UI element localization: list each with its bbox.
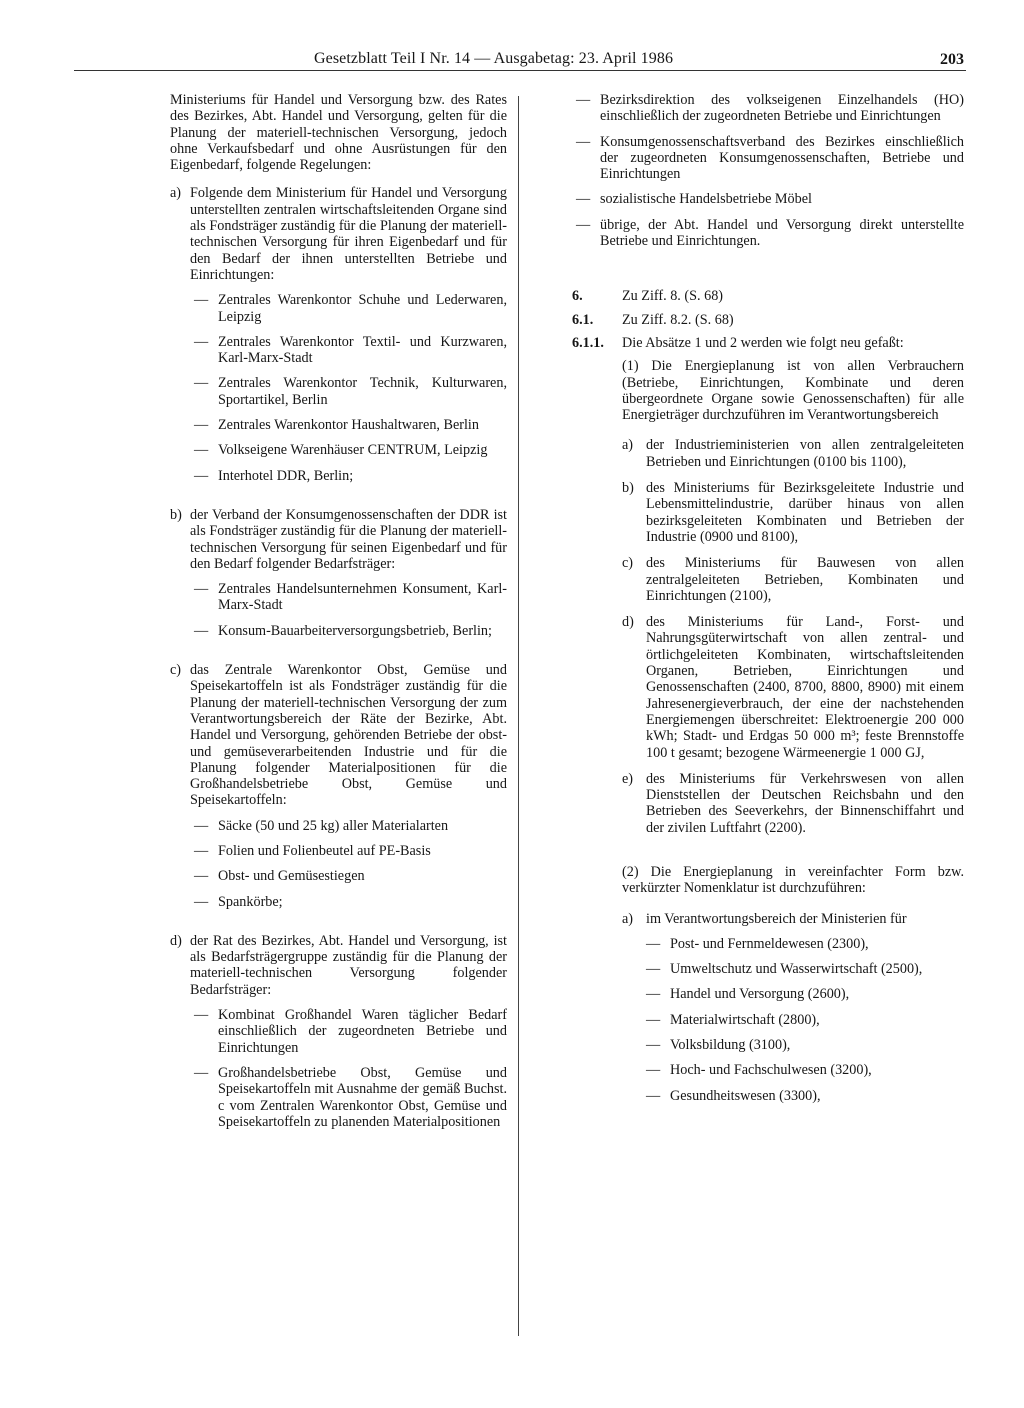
dash-glyph: —	[646, 961, 661, 978]
dash-glyph: —	[194, 333, 209, 350]
item-label: e)	[622, 770, 634, 787]
dash-glyph: —	[194, 292, 209, 309]
dash-glyph: —	[194, 417, 209, 434]
list-item	[190, 868, 507, 884]
item-a-text: Folgende dem Ministerium für Handel und Versorgung unterstellten zentralen wirtschaftsleitenden Organe sind als Fondsträger zuständig für die Planung der materiell-technischen Versorgung für ihren Eigenbedarf und für den Bedarf der ihnen unterstellten Betriebe und Einrichtungen:	[190, 185, 507, 283]
list-item-text: Zentrales Warenkontor Technik, Kulturwaren, Sportartikel, Berlin	[218, 375, 507, 408]
list-item	[190, 417, 507, 433]
dash-glyph: —	[576, 191, 591, 208]
list-item-text: Zentrales Warenkontor Schuhe und Lederwaren, Leipzig	[218, 292, 507, 325]
paragraph-1: (1) Die Energieplanung ist von allen Verbrauchern (Betriebe, Einrichtungen, Kombinate und deren übergeordnete Organe sowie Genossenschaften) für alle Energieträger durchzuführen im Verantwortungsbereich	[622, 358, 964, 424]
item-label: c)	[622, 555, 634, 572]
list-item	[190, 292, 507, 325]
header-rule	[74, 70, 966, 71]
list-item-text: Umweltschutz und Wasserwirtschaft (2500),	[670, 961, 923, 978]
energy-item	[622, 480, 964, 545]
item-a-label: a)	[170, 185, 182, 202]
dash-glyph: —	[194, 893, 209, 910]
list-item	[190, 468, 507, 484]
list-item	[642, 1037, 964, 1053]
list-item-text: Konsumgenossenschaftsverband des Bezirkes einschließlich der zugeordneten Konsumgenossenschaften, Betriebe und Einrichtungen	[600, 133, 964, 183]
list-item	[190, 442, 507, 458]
dash-glyph: —	[576, 133, 591, 150]
list-item	[190, 843, 507, 859]
item-text: des Ministeriums für Land-, Forst- und Nahrungsgüterwirtschaft von allen zentral- und örtlichgeleiteten Kombinaten, wirtschaftsleitenden Organen, Betrieben, Einrichtungen und Genossenschaften (2400, 8700, 8800, 8900) mit einem Jahresenergieverbrauch, der eine der nachstehenden Energiemengen überschreitet: Elektroenergie 200 000 kWh; Stadt- und Erdgas 50 000 m³; feste Brennstoffe 100 t gesamt; bezogene Wärmeenergie 1 000 GJ,	[646, 614, 964, 761]
dash-glyph: —	[194, 1007, 209, 1024]
paragraph-2-item-a	[622, 911, 964, 927]
dash-glyph: —	[194, 1064, 209, 1081]
item-text: im Verantwortungsbereich der Ministerien für	[646, 910, 907, 927]
dash-glyph: —	[646, 1011, 661, 1028]
list-item	[642, 1062, 964, 1078]
left-column	[170, 92, 507, 1139]
item-text: des Ministeriums für Bauwesen von allen zentralgeleiteten Betrieben, Kombinaten und Einrichtungen (2100),	[646, 555, 964, 604]
item-label: a)	[622, 437, 634, 454]
paragraph-1-items	[622, 437, 964, 836]
section-title: Zu Ziff. 8. (S. 68)	[622, 288, 724, 305]
intro-paragraph: Ministeriums für Handel und Versorgung bzw. des Rates des Bezirkes, Abt. Handel und Versorgung, gelten für die Planung der materiell-technischen Versorgung, jedoch ohne Verkaufsbedarf und ohne Ausrüstungen für den Eigenbedarf, folgende Regelungen:	[170, 92, 507, 174]
list-item-text: sozialistische Handelsbetriebe Möbel	[600, 191, 812, 208]
item-d-text: der Rat des Bezirkes, Abt. Handel und Versorgung, ist als Bedarfsträgergruppe zuständig für die Planung der materiell-technischen Versorgung folgender Bedarfsträger:	[190, 932, 507, 998]
list-item	[190, 581, 507, 614]
dash-glyph: —	[194, 842, 209, 859]
item-b-label: b)	[170, 506, 182, 523]
list-item-text: Zentrales Warenkontor Textil- und Kurzwaren, Karl-Marx-Stadt	[218, 333, 507, 367]
list-item-text: Hoch- und Fachschulwesen (3200),	[670, 1062, 872, 1079]
dash-glyph: —	[576, 216, 591, 233]
item-b-list	[190, 581, 507, 639]
list-item-text: Materialwirtschaft (2800),	[670, 1011, 820, 1028]
item-d-list	[190, 1007, 507, 1130]
list-item-text: Zentrales Warenkontor Haushaltwaren, Berlin	[218, 417, 479, 434]
dash-glyph: —	[194, 868, 209, 885]
list-item-text: Gesundheitswesen (3300),	[670, 1087, 821, 1104]
list-item	[190, 334, 507, 367]
list-item-text: Folien und Folienbeutel auf PE-Basis	[218, 842, 431, 859]
page-number: 203	[940, 51, 964, 68]
dash-glyph: —	[194, 622, 209, 639]
item-text: der Industrieministerien von allen zentralgeleiteten Betrieben und Einrichtungen (0100 bis 1100),	[646, 437, 964, 470]
energy-item	[622, 614, 964, 761]
list-item	[642, 986, 964, 1002]
list-item	[190, 623, 507, 639]
item-a-list	[190, 292, 507, 484]
item-text: des Ministeriums für Bezirksgeleitete Industrie und Lebensmittelindustrie, darüber hinaus von allen bezirksgeleiteten Kombinaten und Betrieben der Industrie (0900 und 8100),	[646, 480, 964, 545]
paragraph-2: (2) Die Energieplanung in vereinfachter Form bzw. verkürzter Nomenklatur ist durchzuführen:	[622, 863, 964, 897]
list-item-text: Kombinat Großhandel Waren täglicher Bedarf einschließlich der zugeordneten Betriebe und Einrichtungen	[218, 1007, 507, 1056]
list-item-text: Volksbildung (3100),	[670, 1037, 791, 1054]
list-item	[642, 1088, 964, 1104]
item-text: des Ministeriums für Verkehrswesen von allen Dienststellen der Deutschen Reichsbahn und den Betrieben des Seeverkehrs, der Binnenschiffahrt und der zivilen Luftfahrt (2200).	[646, 770, 964, 836]
list-item-text: Großhandelsbetriebe Obst, Gemüse und Speisekartoffeln mit Ausnahme der gemäß Buchst. c vom Zentralen Warenkontor Obst, Gemüse und Speisekartoffeln zu planenden Materialpositionen	[218, 1064, 507, 1130]
section-number: 6.1.	[572, 311, 594, 328]
list-item-text: Post- und Fernmeldewesen (2300),	[670, 935, 869, 952]
dash-glyph: —	[194, 817, 209, 834]
item-b	[170, 507, 507, 648]
list-item	[572, 217, 964, 250]
list-item-text: übrige, der Abt. Handel und Versorgung direkt unterstellte Betriebe und Einrichtungen.	[600, 216, 964, 250]
list-item-text: Handel und Versorgung (2600),	[670, 986, 850, 1003]
list-item-text: Volkseigene Warenhäuser CENTRUM, Leipzig	[218, 442, 488, 459]
dash-glyph: —	[576, 92, 591, 108]
list-item-text: Interhotel DDR, Berlin;	[218, 467, 354, 484]
paragraph-1-block	[572, 358, 964, 1104]
list-item-text: Spankörbe;	[218, 893, 283, 910]
item-c-list	[190, 818, 507, 910]
list-item	[190, 375, 507, 408]
item-d-label: d)	[170, 932, 182, 949]
energy-item	[622, 555, 964, 604]
item-label: b)	[622, 480, 634, 497]
section-number: 6.1.1.	[572, 334, 604, 351]
list-item	[642, 961, 964, 977]
dash-glyph: —	[194, 442, 209, 459]
dash-glyph: —	[646, 935, 661, 952]
list-item	[642, 936, 964, 952]
section-text: Die Absätze 1 und 2 werden wie folgt neu gefaßt:	[622, 334, 904, 351]
list-item	[190, 818, 507, 834]
dash-glyph: —	[646, 1037, 661, 1054]
section-6-1-1	[572, 335, 964, 351]
dash-glyph: —	[646, 1062, 661, 1079]
item-b-text: der Verband der Konsumgenossenschaften der DDR ist als Fondsträger zuständig für die Planung der materiell-technischen Versorgung für seinen Eigenbedarf und für den Bedarf folgender Bedarfsträger:	[190, 506, 507, 572]
section-number: 6.	[572, 288, 583, 305]
dash-glyph: —	[194, 581, 209, 598]
continued-list	[572, 92, 964, 249]
item-c-label: c)	[170, 662, 182, 679]
right-column	[572, 92, 964, 1113]
list-item-text: Obst- und Gemüsestiegen	[218, 868, 365, 885]
section-6	[572, 288, 964, 304]
list-item	[572, 92, 964, 125]
item-a	[170, 185, 507, 492]
list-item-text: Bezirksdirektion des volkseigenen Einzelhandels (HO) einschließlich der zugeordneten Betriebe und Einrichtungen	[600, 92, 964, 125]
dash-glyph: —	[194, 375, 209, 392]
list-item	[190, 1065, 507, 1130]
section-6-1	[572, 312, 964, 328]
list-item	[190, 894, 507, 910]
list-item-text: Säcke (50 und 25 kg) aller Materialarten	[218, 817, 449, 834]
ministries-list	[642, 936, 964, 1104]
item-c	[170, 662, 507, 919]
list-item-text: Konsum-Bauarbeiterversorgungsbetrieb, Berlin;	[218, 622, 492, 639]
section-title: Zu Ziff. 8.2. (S. 68)	[622, 311, 734, 328]
dash-glyph: —	[194, 467, 209, 484]
item-d	[170, 933, 507, 1139]
list-item	[190, 1007, 507, 1056]
dash-glyph: —	[646, 1087, 661, 1104]
list-item	[572, 191, 964, 207]
column-divider	[518, 96, 519, 1336]
item-label: a)	[622, 910, 634, 927]
energy-item	[622, 771, 964, 836]
dash-glyph: —	[646, 986, 661, 1003]
item-c-text: das Zentrale Warenkontor Obst, Gemüse und Speisekartoffeln ist als Fondsträger zuständig für die Planung der materiell-technischen Versorgung der zum Verantwortungsbereich der Räte der Bezirke, Abt. Handel und Versorgung, gehörenden Betriebe der obst- und gemüseverarbeitenden Industrie und für die Planung folgender Materialpositionen für die Großhandelsbetriebe Obst, Gemüse und Speisekartoffeln:	[190, 662, 507, 809]
list-item-text: Zentrales Handelsunternehmen Konsument, Karl-Marx-Stadt	[218, 581, 507, 614]
item-label: d)	[622, 614, 634, 631]
header-title: Gesetzblatt Teil I Nr. 14 — Ausgabetag: 23. April 1986	[314, 50, 674, 67]
energy-item	[622, 437, 964, 470]
list-item	[642, 1012, 964, 1028]
list-item	[572, 134, 964, 183]
